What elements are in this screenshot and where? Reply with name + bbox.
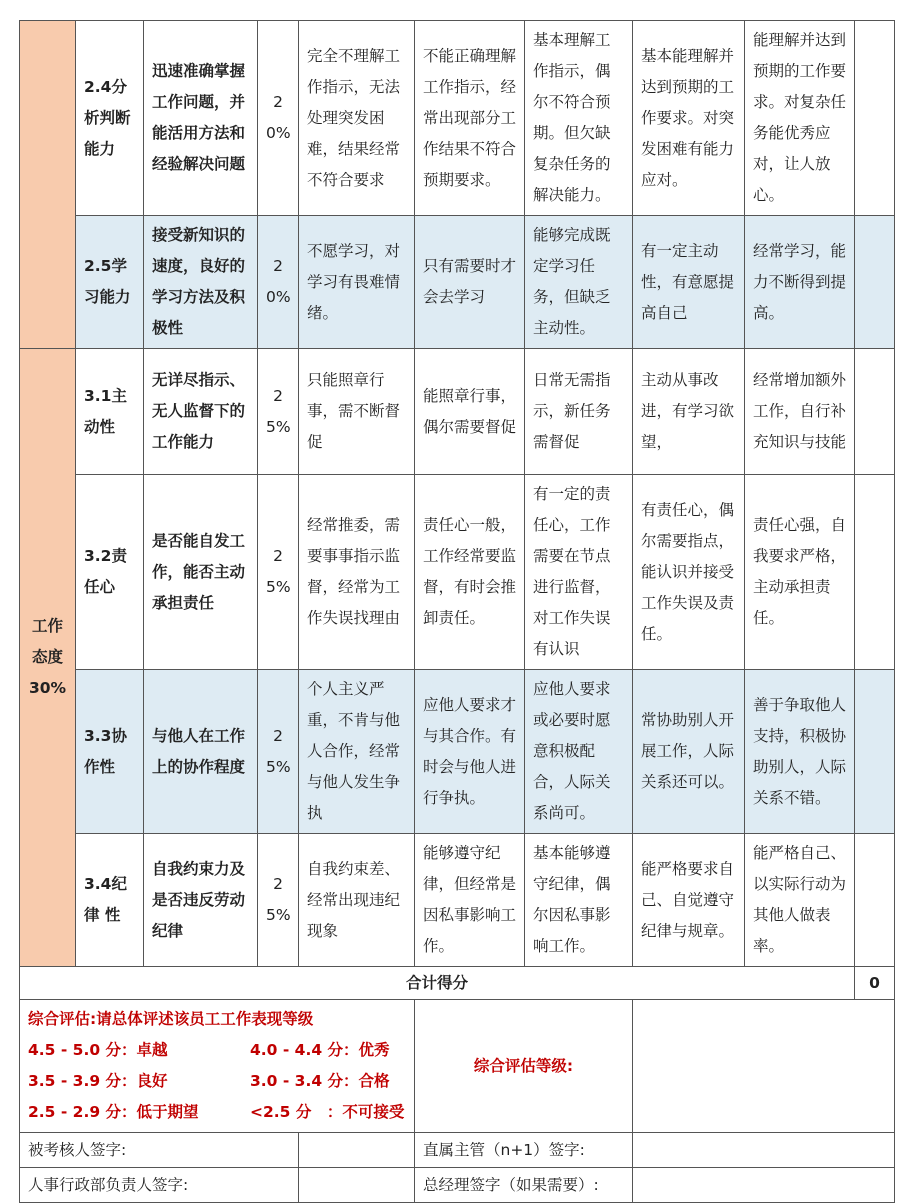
signature-row bbox=[20, 1168, 895, 1203]
appraisee-signature-field[interactable] bbox=[299, 1133, 415, 1168]
hr-signature-label: 人事行政部负责人签字: bbox=[20, 1168, 299, 1203]
level-5: 善于争取他人支持，积极协助别人，人际关系不错。 bbox=[745, 670, 855, 834]
level-1: 自我约束差、经常出现违纪现象 bbox=[299, 834, 415, 967]
item-weight: 20% bbox=[258, 216, 299, 349]
score-cell[interactable] bbox=[855, 670, 895, 834]
item-name: 3.1主动性 bbox=[76, 349, 144, 475]
level-3: 日常无需指示，新任务需督促 bbox=[525, 349, 633, 475]
hr-signature-field[interactable] bbox=[299, 1168, 415, 1203]
evaluation-table bbox=[19, 20, 895, 1203]
level-3: 基本能够遵守纪律，偶尔因私事影响工作。 bbox=[525, 834, 633, 967]
item-weight: 25% bbox=[258, 834, 299, 967]
level-2: 能够遵守纪律，但经常是因私事影响工作。 bbox=[415, 834, 525, 967]
score-cell[interactable] bbox=[855, 21, 895, 216]
level-4: 基本能理解并达到预期的工作要求。对突发困难有能力应对。 bbox=[633, 21, 745, 216]
level-5: 能理解并达到预期的工作要求。对复杂任务能优秀应对，让人放心。 bbox=[745, 21, 855, 216]
level-2: 应他人要求才与其合作。有时会与他人进行争执。 bbox=[415, 670, 525, 834]
signature-row bbox=[20, 1133, 895, 1168]
table-row bbox=[20, 216, 895, 349]
grade-text: <2.5 分 ：不可接受 bbox=[250, 1103, 405, 1121]
grade-line bbox=[28, 1066, 406, 1097]
level-4: 常协助别人开展工作，人际关系还可以。 bbox=[633, 670, 745, 834]
grade-text: 4.0 - 4.4 分：优秀 bbox=[250, 1041, 390, 1059]
level-3: 应他人要求或必要时愿意积极配合，人际关系尚可。 bbox=[525, 670, 633, 834]
gm-signature-field[interactable] bbox=[633, 1168, 895, 1203]
item-name: 2.5学习能力 bbox=[76, 216, 144, 349]
item-standard: 是否能自发工作，能否主动承担责任 bbox=[144, 475, 258, 670]
level-1: 不愿学习，对学习有畏难情绪。 bbox=[299, 216, 415, 349]
item-name: 3.3协作性 bbox=[76, 670, 144, 834]
score-cell[interactable] bbox=[855, 349, 895, 475]
table-row bbox=[20, 21, 895, 216]
item-name: 3.2责任心 bbox=[76, 475, 144, 670]
level-2: 能照章行事，偶尔需要督促 bbox=[415, 349, 525, 475]
table-row bbox=[20, 834, 895, 967]
overall-grade-label: 综合评估等级: bbox=[415, 1000, 633, 1133]
grade-text: 2.5 - 2.9 分：低于期望 bbox=[28, 1103, 199, 1121]
level-3: 能够完成既定学习任务，但缺乏主动性。 bbox=[525, 216, 633, 349]
level-2: 责任心一般，工作经常要监督，有时会推卸责任。 bbox=[415, 475, 525, 670]
grade-line bbox=[28, 1035, 406, 1066]
score-cell[interactable] bbox=[855, 834, 895, 967]
item-weight: 25% bbox=[258, 349, 299, 475]
level-1: 只能照章行事，需不断督促 bbox=[299, 349, 415, 475]
table-row bbox=[20, 475, 895, 670]
grade-text: 3.5 - 3.9 分：良好 bbox=[28, 1072, 168, 1090]
total-score: 0 bbox=[855, 967, 895, 1000]
level-1: 完全不理解工作指示，无法处理突发困难，结果经常不符合要求 bbox=[299, 21, 415, 216]
item-standard: 无详尽指示、无人监督下的工作能力 bbox=[144, 349, 258, 475]
grade-line bbox=[28, 1097, 406, 1128]
grade-text: 4.5 - 5.0 分：卓越 bbox=[28, 1041, 168, 1059]
grade-guide bbox=[20, 1000, 415, 1133]
table-row bbox=[20, 670, 895, 834]
item-name: 3.4纪 律 性 bbox=[76, 834, 144, 967]
level-2: 只有需要时才会去学习 bbox=[415, 216, 525, 349]
item-standard: 迅速准确掌握工作问题，并能活用方法和经验解决问题 bbox=[144, 21, 258, 216]
level-5: 经常增加额外工作，自行补充知识与技能 bbox=[745, 349, 855, 475]
score-cell[interactable] bbox=[855, 475, 895, 670]
item-name: 2.4分析判断能力 bbox=[76, 21, 144, 216]
level-4: 主动从事改进，有学习欲望， bbox=[633, 349, 745, 475]
item-standard: 接受新知识的速度，良好的学习方法及积极性 bbox=[144, 216, 258, 349]
supervisor-signature-field[interactable] bbox=[633, 1133, 895, 1168]
level-1: 经常推委，需要事事指示监督，经常为工作失误找理由 bbox=[299, 475, 415, 670]
category-cell-previous bbox=[20, 21, 76, 349]
item-standard: 自我约束力及是否违反劳动纪律 bbox=[144, 834, 258, 967]
level-2: 不能正确理解工作指示，经常出现部分工作结果不符合预期要求。 bbox=[415, 21, 525, 216]
level-1: 个人主义严重，不肯与他人合作，经常与他人发生争执 bbox=[299, 670, 415, 834]
level-3: 基本理解工作指示，偶尔不符合预期。但欠缺复杂任务的解决能力。 bbox=[525, 21, 633, 216]
table-row bbox=[20, 349, 895, 475]
level-4: 有一定主动性，有意愿提高自己 bbox=[633, 216, 745, 349]
item-weight: 25% bbox=[258, 670, 299, 834]
item-standard: 与他人在工作上的协作程度 bbox=[144, 670, 258, 834]
score-cell[interactable] bbox=[855, 216, 895, 349]
overall-grade-input[interactable] bbox=[633, 1000, 895, 1133]
level-5: 责任心强，自我要求严格，主动承担责任。 bbox=[745, 475, 855, 670]
supervisor-signature-label: 直属主管（n+1）签字: bbox=[415, 1133, 633, 1168]
item-weight: 25% bbox=[258, 475, 299, 670]
appraisee-signature-label: 被考核人签字: bbox=[20, 1133, 299, 1168]
overall-row bbox=[20, 1000, 895, 1133]
total-label: 合计得分 bbox=[20, 967, 855, 1000]
gm-signature-label: 总经理签字（如果需要）: bbox=[415, 1168, 633, 1203]
level-5: 能严格自己、以实际行动为其他人做表率。 bbox=[745, 834, 855, 967]
category-attitude: 工作态度30% bbox=[20, 349, 76, 967]
level-5: 经常学习，能力不断得到提高。 bbox=[745, 216, 855, 349]
grade-text: 3.0 - 3.4 分：合格 bbox=[250, 1072, 390, 1090]
grade-instruction: 综合评估:请总体评述该员工工作表现等级 bbox=[28, 1010, 314, 1028]
item-weight: 20% bbox=[258, 21, 299, 216]
level-4: 有责任心，偶尔需要指点，能认识并接受工作失误及责任。 bbox=[633, 475, 745, 670]
level-3: 有一定的责任心，工作需要在节点进行监督，对工作失误有认识 bbox=[525, 475, 633, 670]
total-row bbox=[20, 967, 895, 1000]
level-4: 能严格要求自己、自觉遵守纪律与规章。 bbox=[633, 834, 745, 967]
